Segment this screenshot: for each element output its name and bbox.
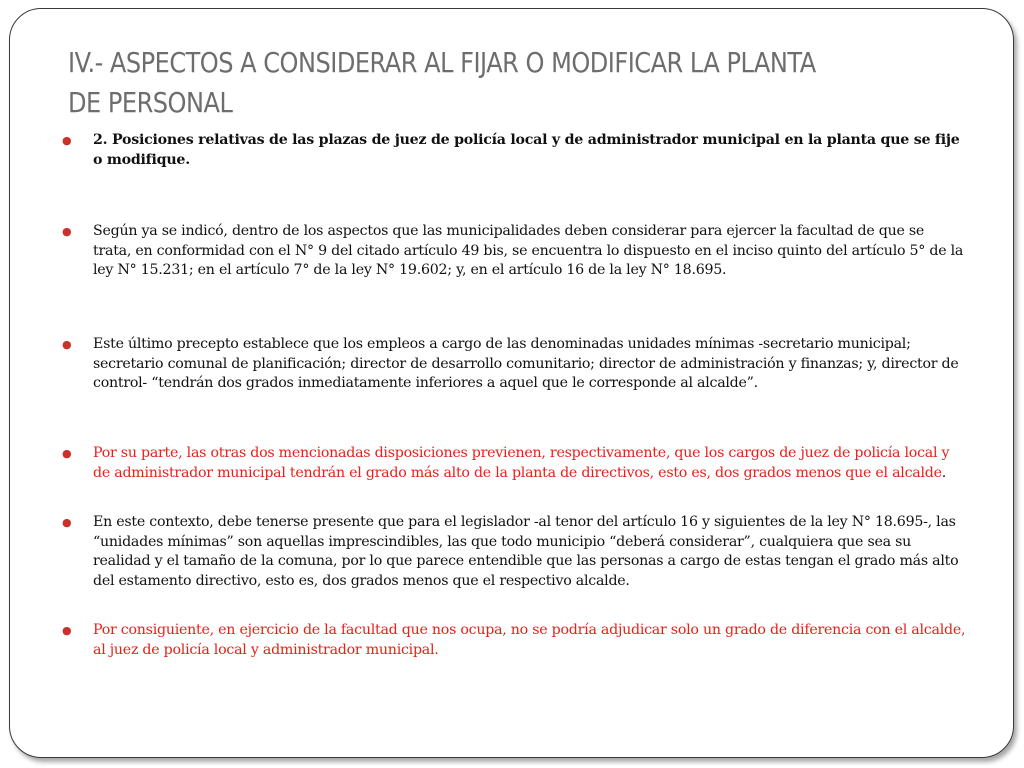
slide-frame — [9, 8, 1014, 758]
bullet-dot-icon: ● — [62, 134, 72, 147]
bullet-text-tail: . — [941, 464, 947, 481]
bullet-item-minimum-units — [62, 335, 966, 394]
bullet-item-highlight-provisions — [62, 444, 966, 483]
bullet-item-context — [62, 513, 966, 591]
bullet-text: En este contexto, debe tenerse presente que para el legislador -al tenor del artículo 16 y siguientes de la ley N° 18.695-, las “unidades mínimas” son aquellas imprescindibles, las que todo municipio “deberá considerar”, cualquiera que sea su realidad y el tamaño de la comuna, por lo que parece entendible que las personas a cargo de estas tengan el grado más alto del estamento directivo, esto es, dos grados menos que el respectivo alcalde. — [93, 514, 959, 589]
bullet-dot-icon: ● — [62, 624, 72, 637]
bullet-dot-icon: ● — [62, 338, 72, 351]
bullet-dot-icon: ● — [62, 516, 72, 529]
bullet-item-legal-basis — [62, 222, 966, 281]
bullet-text-wrapper — [66, 444, 966, 483]
bullet-text: Según ya se indicó, dentro de los aspectos que las municipalidades deben considerar para ejercer la facultad de que se trata, en conformidad con el N° 9 del citado artículo 49 bis, se encuentra lo dispuesto en el inciso quinto del artículo 5° de la ley N° 15.231; en el artículo 7° de la ley N° 19.602; y, en el artículo 16 de la ley N° 18.695. — [93, 223, 964, 278]
bullet-text: Este último precepto establece que los empleos a cargo de las denominadas unidades mínimas -secretario municipal; secretario comunal de planificación; director de desarrollo comunitario; director de administración y finanzas; y, director de control- “tendrán dos grados inmediatamente inferiores a aquel que le corresponde al alcalde”. — [93, 336, 959, 391]
bullet-item-heading — [62, 131, 966, 170]
bullet-text: 2. Posiciones relativas de las plazas de juez de policía local y de administrador municipal en la planta que se fije o modifique. — [93, 132, 960, 168]
slide-title: IV.- ASPECTOS A CONSIDERAR AL FIJAR O MODIFICAR LA PLANTA DE PERSONAL — [68, 46, 816, 119]
bullet-text: Por consiguiente, en ejercicio de la facultad que nos ocupa, no se podría adjudicar solo un grado de diferencia con el alcalde, al juez de policía local y administrador municipal. — [93, 622, 966, 658]
bullet-dot-icon: ● — [62, 225, 72, 238]
bullet-text: Por su parte, las otras dos mencionadas disposiciones previenen, respectivamente, que los cargos de juez de policía local y de administrador municipal tendrán el grado más alto de la planta de directivos, esto es, dos grados menos que el alcalde — [93, 445, 950, 481]
bullet-dot-icon: ● — [62, 447, 72, 460]
bullet-item-highlight-conclusion — [62, 621, 966, 660]
